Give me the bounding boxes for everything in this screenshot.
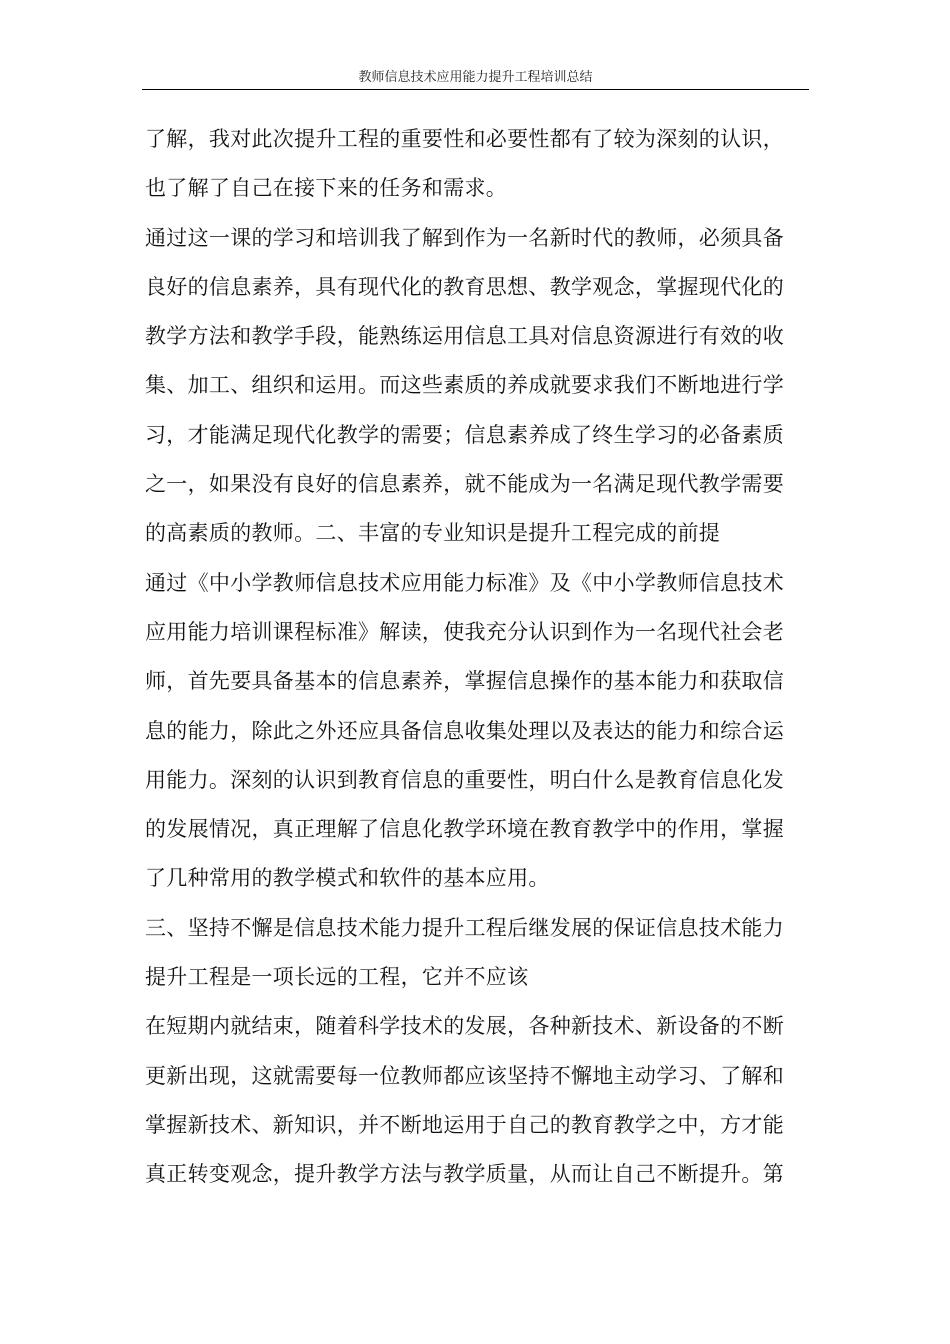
text-line: 提升工程是一项长远的工程，它并不应该: [145, 965, 529, 990]
text-line: 之一，如果没有良好的信息素养，就不能成为一名满足现代教学需要: [145, 472, 784, 497]
text-line: 应用能力培训课程标准》解读，使我充分认识到作为一名现代社会老: [145, 619, 784, 644]
text-line: 教学方法和教学手段，能熟练运用信息工具对信息资源进行有效的收: [145, 324, 784, 349]
text-line: 集、加工、组织和运用。而这些素质的养成就要求我们不断地进行学: [145, 373, 784, 398]
text-line: 通过《中小学教师信息技术应用能力标准》及《中小学教师信息技术: [145, 570, 784, 595]
text-line: 真正转变观念，提升教学方法与教学质量，从而让自己不断提升。第: [145, 1162, 784, 1187]
text-line: 了解，我对此次提升工程的重要性和必要性都有了较为深刻的认识，: [145, 127, 784, 151]
text-line: 息的能力，除此之外还应具备信息收集处理以及表达的能力和综合运: [145, 718, 784, 743]
text-line: 掌握新技术、新知识，并不断地运用于自己的教育教学之中，方才能: [145, 1112, 784, 1137]
text-line: 通过这一课的学习和培训我了解到作为一名新时代的教师，必须具备: [145, 225, 784, 250]
text-line: 更新出现，这就需要每一位教师都应该坚持不懈地主动学习、了解和: [145, 1063, 784, 1088]
text-line: 习，才能满足现代化教学的需要；信息素养成了终生学习的必备素质: [145, 422, 784, 447]
body-text: [145, 115, 809, 1200]
page-header-title: 教师信息技术应用能力提升工程培训总结: [358, 70, 593, 85]
text-line: 师，首先要具备基本的信息素养，掌握信息操作的基本能力和获取信: [145, 669, 784, 694]
text-line: 三、坚持不懈是信息技术能力提升工程后继发展的保证信息技术能力: [145, 915, 784, 940]
text-line: 在短期内就结束，随着科学技术的发展，各种新技术、新设备的不断: [145, 1014, 784, 1039]
text-line: 用能力。深刻的认识到教育信息的重要性，明白什么是教育信息化发: [145, 767, 784, 792]
text-line: 良好的信息素养，具有现代化的教育思想、教学观念，掌握现代化的: [145, 274, 784, 299]
text-line: 的高素质的教师。二、丰富的专业知识是提升工程完成的前提: [145, 521, 721, 546]
text-line: 也了解了自己在接下来的任务和需求。: [145, 176, 508, 201]
text-line: 了几种常用的教学模式和软件的基本应用。: [145, 866, 550, 891]
header-divider: [142, 89, 809, 90]
text-line: 的发展情况，真正理解了信息化教学环境在教育教学中的作用，掌握: [145, 817, 784, 842]
